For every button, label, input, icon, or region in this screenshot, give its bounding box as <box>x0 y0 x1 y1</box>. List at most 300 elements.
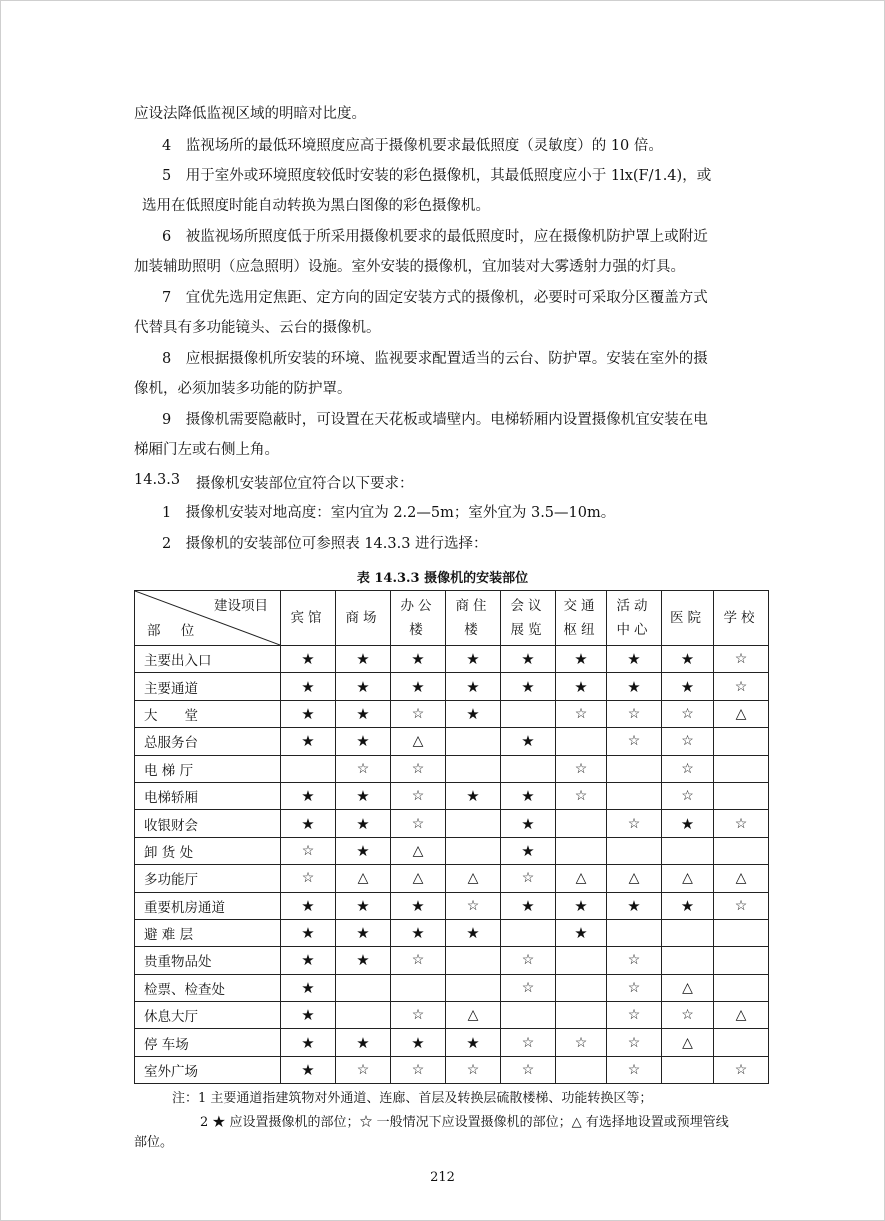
paragraph-continuation: 应设法降低监视区域的明暗对比度。 <box>134 106 366 122</box>
open-star-mark: ☆ <box>681 705 694 722</box>
table-cell <box>391 1002 446 1029</box>
filled-star-mark: ★ <box>356 814 370 833</box>
filled-star-mark: ★ <box>521 732 535 751</box>
open-star-mark: ☆ <box>574 705 588 722</box>
filled-star-mark: ★ <box>301 978 315 997</box>
table-cell <box>281 1056 336 1083</box>
open-star-mark: ☆ <box>301 870 315 887</box>
table-cell <box>501 810 556 837</box>
row-label: 收银财会 <box>135 810 281 837</box>
filled-star-mark: ★ <box>521 896 535 915</box>
table-cell <box>714 947 769 974</box>
table-row <box>135 837 769 864</box>
table-cell <box>662 1056 714 1083</box>
open-star-mark: ☆ <box>466 897 480 914</box>
table-cell <box>607 700 662 727</box>
row-label: 多功能厅 <box>135 865 281 892</box>
open-star-mark: ☆ <box>681 733 694 750</box>
table-cell <box>607 646 662 673</box>
table-cell <box>556 974 607 1001</box>
table-cell <box>281 1002 336 1029</box>
open-star-mark: ☆ <box>521 952 535 969</box>
table-cell <box>446 700 501 727</box>
table-cell <box>556 892 607 919</box>
table-cell <box>501 974 556 1001</box>
table-cell <box>607 1002 662 1029</box>
section-heading: 摄像机安装部位宜符合以下要求： <box>196 476 414 492</box>
triangle-mark: △ <box>467 870 479 887</box>
column-header <box>391 591 446 646</box>
filled-star-mark: ★ <box>521 841 535 860</box>
row-label: 总服务台 <box>135 728 281 755</box>
table-cell <box>556 1056 607 1083</box>
table-cell <box>391 700 446 727</box>
table-row <box>135 1056 769 1083</box>
table-cell <box>714 974 769 1001</box>
open-star-mark: ☆ <box>734 678 748 695</box>
triangle-mark: △ <box>735 1007 747 1024</box>
filled-star-mark: ★ <box>301 1006 315 1025</box>
table-cell <box>446 728 501 755</box>
table-cell <box>607 919 662 946</box>
paragraph-item-4: 4 监视场所的最低环境照度应高于摄像机要求最低照度（灵敏度）的 10 倍。 <box>162 138 663 154</box>
filled-star-mark: ★ <box>356 1033 370 1052</box>
table-cell <box>501 892 556 919</box>
table-cell <box>501 919 556 946</box>
table-cell <box>281 810 336 837</box>
table-cell <box>391 673 446 700</box>
table-cell <box>556 837 607 864</box>
filled-star-mark: ★ <box>356 677 370 696</box>
table-cell <box>446 865 501 892</box>
table-row <box>135 947 769 974</box>
paragraph-item-5: 5 用于室外或环境照度较低时安装的彩色摄像机，其最低照度应小于 1lx(F/1.4)，或 <box>162 168 712 184</box>
table-cell <box>501 837 556 864</box>
table-cell <box>281 700 336 727</box>
column-header-line: 会议 <box>510 598 546 614</box>
open-star-mark: ☆ <box>411 815 425 832</box>
table-cell <box>714 1002 769 1029</box>
table-cell <box>446 974 501 1001</box>
open-star-mark: ☆ <box>466 1062 480 1079</box>
table-cell <box>662 700 714 727</box>
table-cell <box>607 974 662 1001</box>
open-star-mark: ☆ <box>301 842 315 859</box>
open-star-mark: ☆ <box>411 1062 425 1079</box>
table-cell <box>714 892 769 919</box>
table-header-row <box>135 591 769 646</box>
table-cell <box>556 919 607 946</box>
table-cell <box>662 1002 714 1029</box>
filled-star-mark: ★ <box>627 896 641 915</box>
table-cell <box>336 646 391 673</box>
filled-star-mark: ★ <box>521 787 535 806</box>
triangle-mark: △ <box>412 733 424 750</box>
filled-star-mark: ★ <box>356 841 370 860</box>
column-header-line: 办公 <box>400 598 436 614</box>
table-row <box>135 974 769 1001</box>
table-cell <box>556 728 607 755</box>
table-cell <box>607 947 662 974</box>
triangle-mark: △ <box>628 870 640 887</box>
table-row <box>135 755 769 782</box>
table-cell <box>446 919 501 946</box>
table-cell <box>607 892 662 919</box>
table-cell <box>556 646 607 673</box>
row-label: 检票、检查处 <box>135 974 281 1001</box>
table-cell <box>501 646 556 673</box>
filled-star-mark: ★ <box>356 732 370 751</box>
table-note-1: 注：1 主要通道指建筑物对外通道、连廊、首层及转换层硫散楼梯、功能转换区等； <box>172 1091 653 1106</box>
filled-star-mark: ★ <box>466 650 480 669</box>
table-cell <box>391 728 446 755</box>
table-cell <box>501 865 556 892</box>
table-row <box>135 700 769 727</box>
table-cell <box>714 837 769 864</box>
corner-row-label: 部 位 <box>147 623 203 639</box>
row-label: 重要机房通道 <box>135 892 281 919</box>
table-cell <box>607 782 662 809</box>
filled-star-mark: ★ <box>680 677 695 696</box>
open-star-mark: ☆ <box>521 1034 535 1051</box>
column-header <box>336 591 391 646</box>
table-cell <box>281 947 336 974</box>
filled-star-mark: ★ <box>411 650 425 669</box>
table-cell <box>336 947 391 974</box>
filled-star-mark: ★ <box>356 924 370 943</box>
table-row <box>135 1002 769 1029</box>
filled-star-mark: ★ <box>301 1033 315 1052</box>
filled-star-mark: ★ <box>521 814 535 833</box>
table-cell <box>714 755 769 782</box>
table-cell <box>336 728 391 755</box>
column-header <box>446 591 501 646</box>
table-corner-cell <box>135 591 281 646</box>
open-star-mark: ☆ <box>681 760 694 777</box>
open-star-mark: ☆ <box>627 1007 641 1024</box>
table-cell <box>336 974 391 1001</box>
table-cell <box>714 728 769 755</box>
table-cell <box>714 919 769 946</box>
row-label: 休息大厅 <box>135 1002 281 1029</box>
table-cell <box>556 673 607 700</box>
open-star-mark: ☆ <box>411 788 425 805</box>
triangle-mark: △ <box>467 1007 479 1024</box>
open-star-mark: ☆ <box>356 760 370 777</box>
column-header <box>607 591 662 646</box>
table-cell <box>501 673 556 700</box>
filled-star-mark: ★ <box>466 924 480 943</box>
open-star-mark: ☆ <box>734 897 748 914</box>
triangle-mark: △ <box>575 870 587 887</box>
table-cell <box>281 646 336 673</box>
table-cell <box>607 755 662 782</box>
table-cell <box>391 755 446 782</box>
filled-star-mark: ★ <box>356 896 370 915</box>
row-label: 大 堂 <box>135 700 281 727</box>
column-header-line: 展览 <box>510 622 546 638</box>
open-star-mark: ☆ <box>356 1062 370 1079</box>
table-cell <box>501 1056 556 1083</box>
table-row <box>135 919 769 946</box>
column-header <box>556 591 607 646</box>
table-cell <box>336 1029 391 1056</box>
paragraph-item-9: 9 摄像机需要隐蔽时，可设置在天花板或墙壁内。电梯轿厢内设置摄像机宜安装在电 <box>162 412 708 428</box>
table-cell <box>501 755 556 782</box>
table-cell <box>501 728 556 755</box>
row-label: 停 车场 <box>135 1029 281 1056</box>
filled-star-mark: ★ <box>466 704 480 723</box>
triangle-mark: △ <box>412 842 424 859</box>
open-star-mark: ☆ <box>627 815 641 832</box>
table-cell <box>607 728 662 755</box>
filled-star-mark: ★ <box>301 650 315 669</box>
filled-star-mark: ★ <box>574 650 588 669</box>
corner-column-label: 建设项目 <box>214 598 268 614</box>
table-cell <box>446 1029 501 1056</box>
table-cell <box>281 974 336 1001</box>
table-cell <box>662 728 714 755</box>
open-star-mark: ☆ <box>627 952 641 969</box>
table-cell <box>336 892 391 919</box>
column-header-line: 商场 <box>345 610 381 626</box>
open-star-mark: ☆ <box>411 1007 425 1024</box>
table-cell <box>336 837 391 864</box>
filled-star-mark: ★ <box>356 787 370 806</box>
open-star-mark: ☆ <box>521 1062 535 1079</box>
list-item-2: 2 摄像机的安装部位可参照表 14.3.3 进行选择： <box>162 536 488 552</box>
table-cell <box>336 865 391 892</box>
table-cell <box>281 1029 336 1056</box>
filled-star-mark: ★ <box>411 1033 425 1052</box>
column-header-line: 楼 <box>409 622 427 638</box>
table-cell <box>336 810 391 837</box>
table-cell <box>391 892 446 919</box>
table-cell <box>556 947 607 974</box>
table-cell <box>662 673 714 700</box>
table-cell <box>446 810 501 837</box>
table-cell <box>336 1056 391 1083</box>
table-cell <box>662 755 714 782</box>
filled-star-mark: ★ <box>521 677 535 696</box>
table-row <box>135 865 769 892</box>
filled-star-mark: ★ <box>521 650 535 669</box>
paragraph-item-5-cont: 选用在低照度时能自动转换为黑白图像的彩色摄像机。 <box>142 198 490 214</box>
paragraph-item-6: 6 被监视场所照度低于所采用摄像机要求的最低照度时，应在摄像机防护罩上或附近 <box>162 229 708 245</box>
open-star-mark: ☆ <box>734 815 748 832</box>
filled-star-mark: ★ <box>301 787 315 806</box>
filled-star-mark: ★ <box>680 896 695 915</box>
paragraph-item-8: 8 应根据摄像机所安装的环境、监视要求配置适当的云台、防护罩。安装在室外的摄 <box>162 351 708 367</box>
table-cell <box>662 947 714 974</box>
filled-star-mark: ★ <box>411 924 425 943</box>
filled-star-mark: ★ <box>627 677 641 696</box>
table-cell <box>281 782 336 809</box>
row-label: 室外广场 <box>135 1056 281 1083</box>
table-cell <box>556 1002 607 1029</box>
triangle-mark: △ <box>735 705 747 722</box>
filled-star-mark: ★ <box>301 677 315 696</box>
table-cell <box>446 892 501 919</box>
table-cell <box>336 782 391 809</box>
table-cell <box>281 837 336 864</box>
filled-star-mark: ★ <box>466 1033 480 1052</box>
list-item-1: 1 摄像机安装对地高度：室内宜为 2.2—5m；室外宜为 3.5—10m。 <box>162 505 616 521</box>
table-cell <box>556 782 607 809</box>
triangle-mark: △ <box>682 1034 693 1051</box>
open-star-mark: ☆ <box>681 1007 694 1024</box>
table-cell <box>662 919 714 946</box>
open-star-mark: ☆ <box>627 733 641 750</box>
row-label: 电 梯 厅 <box>135 755 281 782</box>
table-cell <box>281 673 336 700</box>
column-header-line: 医院 <box>670 610 705 626</box>
filled-star-mark: ★ <box>411 677 425 696</box>
table-cell <box>281 919 336 946</box>
column-header-line: 商住 <box>455 598 491 614</box>
table-cell <box>607 837 662 864</box>
table-row <box>135 782 769 809</box>
table-cell <box>662 646 714 673</box>
table-note-2: 2 ★ 应设置摄像机的部位；☆ 一般情况下应设置摄像机的部位；△ 有选择地设置或预埋管线 <box>200 1115 729 1130</box>
paragraph-item-7: 7 宜优先选用定焦距、定方向的固定安装方式的摄像机，必要时可采取分区覆盖方式 <box>162 290 708 306</box>
filled-star-mark: ★ <box>574 896 588 915</box>
table-cell <box>336 700 391 727</box>
column-header <box>501 591 556 646</box>
open-star-mark: ☆ <box>627 705 641 722</box>
table-cell <box>714 700 769 727</box>
table-cell <box>662 974 714 1001</box>
paragraph-item-7-cont: 代替具有多功能镜头、云台的摄像机。 <box>134 320 381 336</box>
table-cell <box>556 700 607 727</box>
table-cell <box>391 1029 446 1056</box>
paragraph-item-6-cont: 加装辅助照明（应急照明）设施。室外安装的摄像机，宜加装对大雾透射力强的灯具。 <box>134 259 685 275</box>
open-star-mark: ☆ <box>411 760 425 777</box>
triangle-mark: △ <box>735 870 747 887</box>
paragraph-item-8-cont: 像机，必须加装多功能的防护罩。 <box>134 381 352 397</box>
table-cell <box>336 755 391 782</box>
table-cell <box>607 1029 662 1056</box>
filled-star-mark: ★ <box>301 814 315 833</box>
table-cell <box>281 892 336 919</box>
table-row <box>135 673 769 700</box>
table-cell <box>446 673 501 700</box>
row-label: 卸 货 处 <box>135 837 281 864</box>
section-number: 14.3.3 <box>134 472 181 488</box>
filled-star-mark: ★ <box>356 650 370 669</box>
column-header <box>662 591 714 646</box>
filled-star-mark: ★ <box>680 650 695 669</box>
column-header-line: 交通 <box>563 598 599 614</box>
table-cell <box>556 1029 607 1056</box>
filled-star-mark: ★ <box>574 924 588 943</box>
table-cell <box>391 865 446 892</box>
filled-star-mark: ★ <box>574 677 588 696</box>
filled-star-mark: ★ <box>301 896 315 915</box>
table-cell <box>714 673 769 700</box>
table-cell <box>714 782 769 809</box>
triangle-mark: △ <box>357 870 369 887</box>
page-number: 212 <box>430 1170 455 1185</box>
table-cell <box>391 646 446 673</box>
table-cell <box>607 810 662 837</box>
table-cell <box>662 1029 714 1056</box>
open-star-mark: ☆ <box>627 1034 641 1051</box>
column-header-line: 枢纽 <box>563 622 599 638</box>
filled-star-mark: ★ <box>680 814 695 833</box>
table-cell <box>336 1002 391 1029</box>
filled-star-mark: ★ <box>301 732 315 751</box>
table-cell <box>391 1056 446 1083</box>
open-star-mark: ☆ <box>574 788 588 805</box>
open-star-mark: ☆ <box>627 1062 641 1079</box>
table-cell <box>607 865 662 892</box>
table-cell <box>446 947 501 974</box>
table-cell <box>391 837 446 864</box>
table-cell <box>336 673 391 700</box>
table-cell <box>391 810 446 837</box>
table-cell <box>336 919 391 946</box>
filled-star-mark: ★ <box>466 677 480 696</box>
table-row <box>135 810 769 837</box>
table-cell <box>501 782 556 809</box>
table-cell <box>446 1056 501 1083</box>
column-header <box>714 591 769 646</box>
table-cell <box>501 947 556 974</box>
table-row <box>135 728 769 755</box>
table-cell <box>714 1056 769 1083</box>
table-cell <box>662 782 714 809</box>
open-star-mark: ☆ <box>411 705 425 722</box>
table-row <box>135 646 769 673</box>
table-cell <box>556 810 607 837</box>
filled-star-mark: ★ <box>301 1061 315 1080</box>
filled-star-mark: ★ <box>411 896 425 915</box>
open-star-mark: ☆ <box>521 870 535 887</box>
row-label: 避 难 层 <box>135 919 281 946</box>
table-cell <box>556 865 607 892</box>
filled-star-mark: ★ <box>466 787 480 806</box>
table-row <box>135 892 769 919</box>
table-cell <box>391 782 446 809</box>
filled-star-mark: ★ <box>356 704 370 723</box>
table-row <box>135 1029 769 1056</box>
table-cell <box>662 892 714 919</box>
filled-star-mark: ★ <box>301 951 315 970</box>
filled-star-mark: ★ <box>356 951 370 970</box>
table-caption: 表 14.3.3 摄像机的安装部位 <box>356 571 529 586</box>
column-header-line: 学校 <box>723 610 759 626</box>
open-star-mark: ☆ <box>574 760 588 777</box>
table-cell <box>281 755 336 782</box>
filled-star-mark: ★ <box>301 704 315 723</box>
column-header-line: 楼 <box>464 622 482 638</box>
table-cell <box>446 1002 501 1029</box>
table-cell <box>662 865 714 892</box>
table-cell <box>607 1056 662 1083</box>
table-cell <box>446 755 501 782</box>
row-label: 主要出入口 <box>135 646 281 673</box>
open-star-mark: ☆ <box>734 1062 748 1079</box>
camera-location-table <box>134 590 769 1084</box>
table-cell <box>391 919 446 946</box>
table-cell <box>446 837 501 864</box>
table-cell <box>446 646 501 673</box>
column-header-line: 活动 <box>616 598 652 614</box>
column-header-line: 宾馆 <box>290 610 326 626</box>
table-cell <box>714 865 769 892</box>
table-cell <box>556 755 607 782</box>
